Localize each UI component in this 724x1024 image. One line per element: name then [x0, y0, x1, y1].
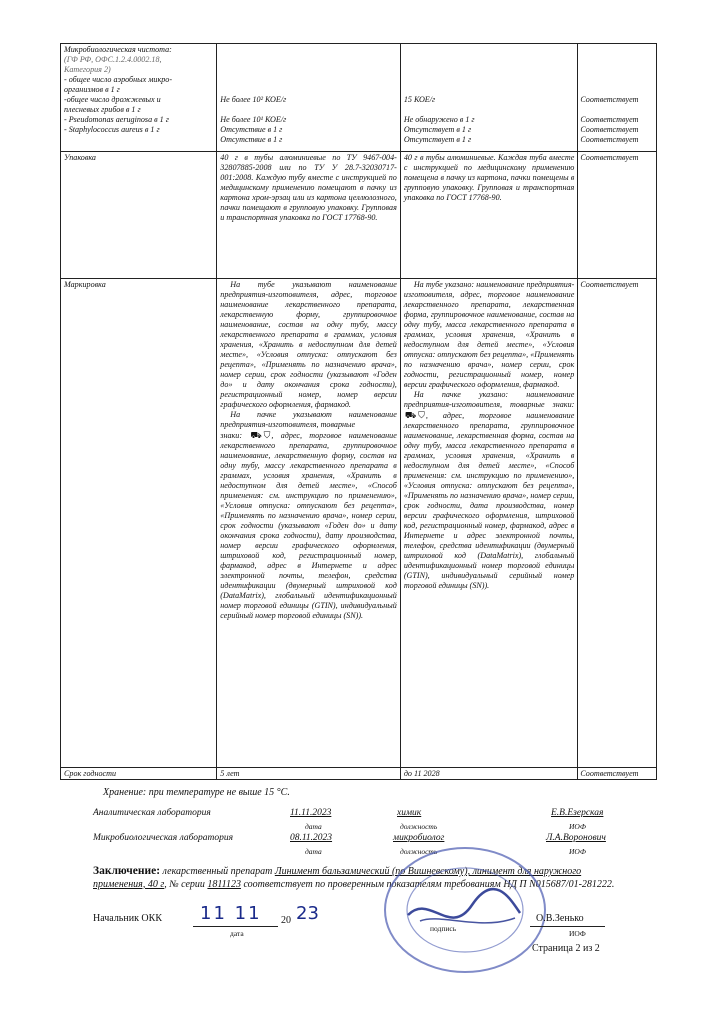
signature-caption: подпись — [430, 924, 457, 933]
micro-label-cell — [61, 44, 217, 152]
micro-result-line: Отсутствует в 1 г — [403, 135, 472, 144]
trademark-shield-icon: ⛉ — [263, 430, 271, 440]
date-caption: дата — [305, 847, 322, 856]
conclusion-text-1: лекарственный препарат — [162, 866, 273, 877]
name-caption: ИОФ — [569, 822, 586, 831]
micro-lab-label: Микробиологическая лаборатория — [93, 833, 234, 843]
table-row — [61, 768, 657, 780]
mark-result-pack — [404, 390, 574, 591]
name-caption: ИОФ — [569, 929, 586, 938]
conclusion-heading: Заключение: — [93, 865, 161, 877]
analytical-lab-date: 11.11.2023 — [290, 808, 332, 818]
shelf-conclusion: Соответствует — [578, 768, 657, 780]
table-row — [61, 44, 657, 152]
head-qc-label: Начальник ОКК — [93, 913, 162, 924]
mark-norm-pack-text: , адрес, торговое наименование лекарственного препарата, группировочное наименование, лекарственную форму, состав на одну тубу, массу лекарственного препарата в граммах, условия хранения, «Хранить в недоступном для детей месте», «Способ применения: см. инструкцию по применению», «Условия отпуска: отпускают без рецепта», «Применять по назначению врача», номер серии, срок годности (указывают «Годен до» и дату окончания срока годности), дату производства, номер версии графического оформления, штриховой код, регистрационный номер, фармакод, адрес в Интернете и адрес электронной почты, телефон, средства идентификации (двумерный штриховой код (DataMatrix), глобальный идентификационный номер торговой единицы (GTIN), индивидуальный серийный номер торговой единицы (SN)). — [220, 431, 397, 620]
micro-label-line: организмов в 1 г — [64, 85, 120, 94]
date-caption: дата — [230, 929, 244, 938]
micro-conclusion-line: Соответствует — [580, 135, 639, 144]
storage-note: Хранение: при температуре не выше 15 °С. — [103, 787, 290, 798]
conclusion-text-2: , № серии — [164, 878, 205, 890]
trademark-logo-icon: ⛟ — [404, 410, 417, 420]
spec-reference: НД П N015687/01-281222. — [503, 878, 615, 890]
page-number: Страница 2 из 2 — [532, 943, 600, 954]
micro-conclusion-line: Соответствует — [580, 115, 639, 124]
handwritten-date: 11 11 — [200, 903, 262, 924]
pack-norm: 40 г в тубы алюминиевые по ТУ 9467-004-32807885-2008 или по ТУ У 28.7-32030717-001:2008. Каждую тубу вместе с инструкцией по медицинскому применению помещают в пачку из картона хром-эрзац или из картона целлюлозного, пачки помещают в групповую упаковку. Групповая и транспортная упаковка по ГОСТ 17768-90. — [217, 152, 401, 279]
conclusion-block — [93, 865, 633, 891]
mark-norm-pack-body — [220, 430, 397, 621]
mark-norm-tube: На тубе указывают наименование предприятия-изготовителя, адрес, торговое наименование лекарственного препарата, лекарственную форму, группировочное наименование, состав на одну тубу, массу лекарственного препарата в граммах, условия хранения, «Хранить в недоступном для детей месте», «Условия отпуска: отпускают без рецепта», «Применять по назначению врача», номер серии, срок годности (указывают «Годен до» и дату окончания срока годности), регистрационный номер, номер версии графического оформления, фармакод. — [220, 280, 397, 409]
product-name: Линимент бальзамический (по Вишневскому), линимент для наружного применения, 40 г — [93, 866, 582, 890]
mark-result-cell — [400, 279, 577, 768]
mark-norm-pack-intro: На пачке указывают наименование предприятия-изготовителя, товарные — [220, 410, 397, 429]
analytical-lab-label: Аналитическая лаборатория — [93, 808, 211, 818]
micro-result-line: Отсутствует в 1 г — [403, 125, 472, 134]
pack-result: 40 г в тубы алюминиевые. Каждая туба вместе с инструкцией по медицинскому применению помещена в пачку из картона, пачки помещены в групповую упаковку. Групповая и транспортная упаковка по ГОСТ 17768-90. — [400, 152, 577, 279]
micro-label-line: Микробиологическая чистота: — [64, 45, 172, 54]
micro-result-cell — [400, 44, 577, 152]
micro-label-line: плесневых грибов в 1 г — [64, 105, 141, 114]
head-qc-name: О.В.Зенько — [536, 913, 584, 924]
micro-norm-line: Отсутствие в 1 г — [220, 125, 283, 134]
micro-result-line: 15 КОЕ/г — [403, 95, 436, 104]
conclusion-text-3: соответствует по проверенным показателям требованиям — [243, 878, 501, 890]
trademark-logo-icon: ⛟ — [250, 430, 262, 440]
position-caption: должность — [400, 822, 438, 831]
mark-norm-cell — [217, 279, 401, 768]
mark-conclusion: Соответствует — [578, 279, 657, 768]
micro-norm-cell — [217, 44, 401, 152]
micro-conclusion-line: Соответствует — [580, 125, 639, 134]
trademark-shield-icon: ⛉ — [418, 410, 425, 420]
shelf-label: Срок годности — [61, 768, 217, 780]
mark-label: Маркировка — [61, 279, 217, 768]
shelf-result: до 11 2028 — [400, 768, 577, 780]
table-row — [61, 152, 657, 279]
micro-label-line: (ГФ РФ, ОФС.1.2.4.0002.18, — [64, 55, 162, 64]
micro-label-line: - Pseudomonas aeruginosa в 1 г — [64, 115, 169, 124]
micro-label-line: Категория 2) — [64, 65, 111, 74]
micro-lab-position: микробиолог — [393, 833, 445, 843]
trademarks-label: знаки: — [220, 431, 243, 440]
year-prefix: 20 — [281, 915, 291, 926]
pack-conclusion: Соответствует — [578, 152, 657, 279]
micro-norm-line: Не более 10¹ КОЕ/г — [220, 115, 287, 124]
analytical-lab-position: химик — [397, 808, 422, 818]
micro-lab-name: Л.А.Воронович — [546, 833, 606, 843]
name-caption: ИОФ — [569, 847, 586, 856]
micro-norm-line: Отсутствие в 1 г — [220, 135, 283, 144]
mark-result-tube: На тубе указано: наименование предприятия-изготовителя, адрес, торговое наименование лекарственного препарата, лекарственная форма, группировочное наименование, состав на одну тубу, масса лекарственного препарата в граммах, условия хранения, «Хранить в недоступном для детей месте», «Условия отпуска: отпускают без рецепта», «Применять по назначению врача», номер серии, срок годности, регистрационный номер, номер версии графического оформления, фармакод. — [403, 280, 575, 389]
company-stamp — [380, 843, 550, 978]
mark-result-pack-intro: На пачке указано: наименование предприятия-изготовителя, товарные знаки: — [403, 390, 575, 409]
micro-norm-line: Не более 10² КОЕ/г — [220, 95, 287, 104]
micro-label-line: -общее число дрожжевых и — [64, 95, 161, 104]
table-row — [61, 279, 657, 768]
micro-label-line: - Staphylococcus aureus в 1 г — [64, 125, 160, 134]
shelf-norm: 5 лет — [217, 768, 401, 780]
micro-result-line: Не обнаружено в 1 г — [403, 115, 475, 124]
mark-result-pack-text: , адрес, торговое наименование лекарственного препарата, группировочное наименование, лекарственная форма, состав на одну тубу, масса лекарственного препарата в граммах, условия хранения, «Хранить в недоступном для детей месте», «Способ применения: см. инструкцию по применению», «Условия отпуска: отпускают без рецепта», «Применять по назначению врача», номер серии, срок годности, дата производства, номер версии графического оформления, штриховой код, регистрационный номер, фармакод, адрес в Интернете и адрес электронной почты, телефон, средства идентификации (двумерный штриховой код (DataMatrix), глобальный идентификационный номер торговой единицы (GTIN), индивидуальный серийный номер торговой единицы (SN)). — [403, 411, 575, 590]
pack-label: Упаковка — [61, 152, 217, 279]
micro-lab-date: 08.11.2023 — [290, 833, 333, 843]
micro-label-line: - общее число аэробных микро- — [64, 75, 173, 84]
analytical-lab-name: Е.В.Езерская — [551, 808, 604, 818]
micro-conclusion-cell — [578, 44, 657, 152]
date-caption: дата — [305, 822, 322, 831]
handwritten-year: 23 — [296, 903, 319, 924]
batch-number: 1811123 — [207, 878, 241, 890]
quality-table — [60, 43, 657, 780]
position-caption: должность — [400, 847, 438, 856]
micro-conclusion-line: Соответствует — [580, 95, 639, 104]
